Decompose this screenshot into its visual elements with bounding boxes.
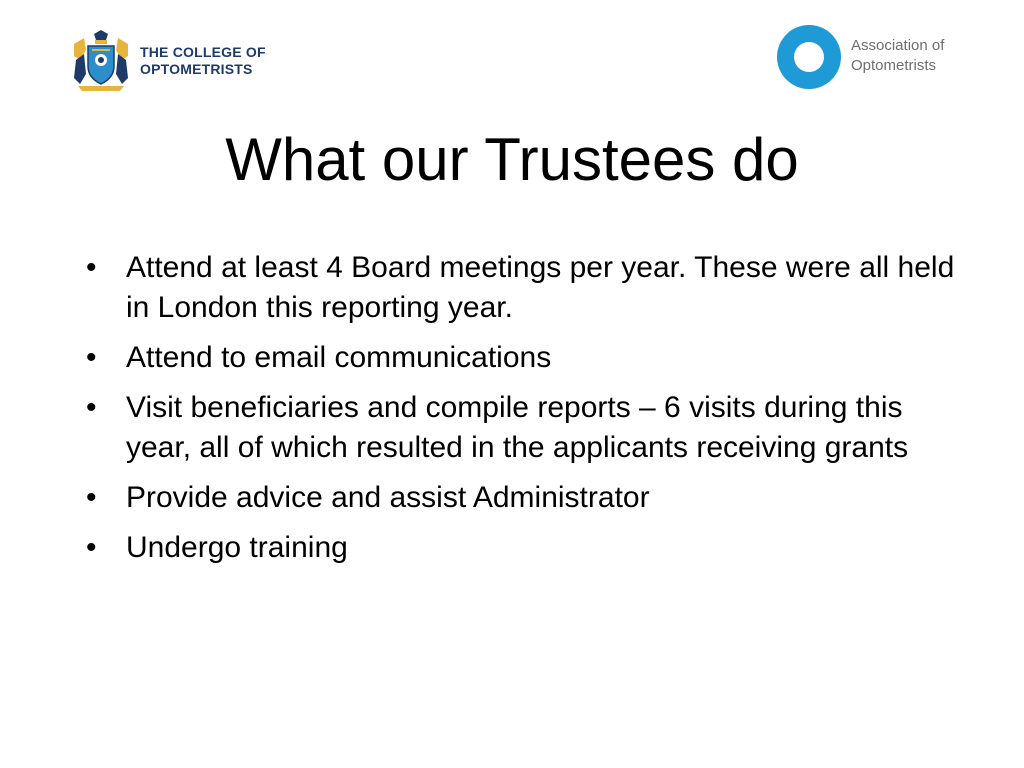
bullet-marker: • — [86, 341, 97, 374]
aop-ring-icon — [776, 24, 842, 90]
bullet-text: Provide advice and assist Administrator — [126, 481, 650, 514]
bullet-item — [86, 388, 956, 468]
slide-title: What our Trustees do — [225, 126, 799, 193]
college-logo-text — [140, 44, 266, 78]
bullet-text: Undergo training — [126, 531, 348, 564]
association-of-optometrists-logo — [776, 24, 976, 90]
bullet-text: Attend at least 4 Board meetings per year. These were all held in London this reporting year. — [126, 251, 955, 324]
bullet-text: Attend to email communications — [126, 341, 552, 374]
bullet-marker: • — [86, 251, 97, 284]
bullet-item — [86, 528, 956, 568]
bullet-item — [86, 248, 956, 328]
bullet-text: Visit beneficiaries and compile reports – 6 visits during this year, all of which resulted in the applicants receiving grants — [126, 391, 909, 464]
college-logo-line2: OPTOMETRISTS — [140, 61, 253, 77]
aop-logo-text — [851, 36, 944, 76]
bullet-list — [86, 248, 956, 578]
bullet-item — [86, 338, 956, 378]
bullet-item — [86, 478, 956, 518]
aop-logo-line1: Association of — [851, 37, 945, 54]
bullet-marker: • — [86, 391, 97, 424]
college-logo-line1: THE COLLEGE OF — [140, 44, 266, 60]
bullet-marker: • — [86, 531, 97, 564]
bullet-marker: • — [86, 481, 97, 514]
college-crest-icon — [70, 30, 132, 92]
college-of-optometrists-logo — [70, 30, 270, 92]
aop-logo-line2: Optometrists — [851, 57, 937, 74]
